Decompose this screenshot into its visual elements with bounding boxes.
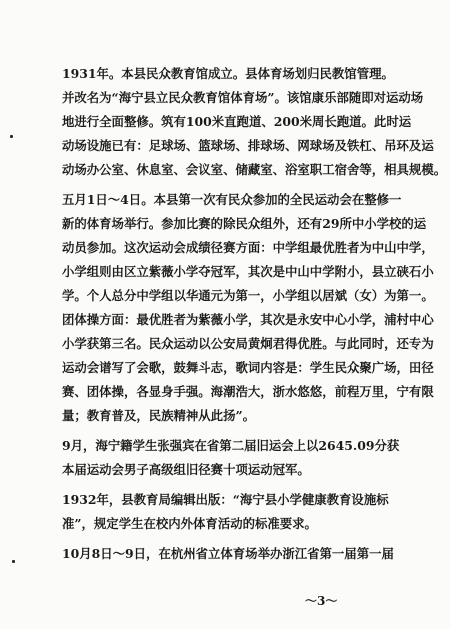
document-body [62,62,447,566]
text-line: 赛、团体操，各显身手强。海潮浩大，浙水悠悠，前程万里，宁有限 [62,384,434,399]
page-number: ～3～ [305,594,338,608]
text-line: 1931年。本县民众教育馆成立。县体育场划归民教馆管理。 [62,66,394,81]
text-line: 五月1日～4日。本县第一次有民众参加的全民运动会在整修一 [62,192,402,207]
scan-mark [12,560,15,563]
text-line: 准”，规定学生在校内外体育活动的标准要求。 [62,516,317,531]
text-line: 地进行全面整修。筑有100米直跑道、200米周长跑道。此时运 [62,114,412,129]
text-line: 团体操方面：最优胜者为紫薇小学，其次是永安中心小学，浦村中心 [62,312,434,327]
text-line: 10月8日～9日，在杭州省立体育场举办浙江省第一届第一届 [62,546,394,561]
text-line: 动场设施已有：足球场、篮球场、排球场、网球场及铁杠、吊环及运 [62,138,434,153]
scan-mark [10,135,13,138]
paragraph [62,434,402,482]
text-line: 量；教育普及，民族精神从此扬”。 [62,408,255,423]
text-line: 运动会谱写了会歌，鼓舞斗志，歌词内容是：学生民众聚广场，田径 [62,360,434,375]
paragraph [62,488,402,536]
text-line: 动场办公室、休息室、会议室、储藏室、浴室职工宿舍等，相具规模。 [62,162,447,177]
text-line: 小学组则由区立紫薇小学夺冠军，其次是中山中学附小，县立硖石小 [62,264,434,279]
text-line: 并改名为“海宁县立民众教育馆体育场”。该馆康乐部随即对运动场 [62,90,424,105]
paragraph [62,188,434,428]
paragraph [62,542,402,566]
text-line: 动员参加。这次运动会成绩径赛方面：中学组最优胜者为中山中学， [62,240,434,255]
text-line: 9月，海宁籍学生张强宾在省第二届旧运会上以2645.09分获 [62,438,400,453]
paragraph [62,62,447,182]
text-line: 新的体育场举行。参加比赛的除民众组外，还有29所中小学校的运 [62,216,427,231]
text-line: 本届运动会男子高级组旧径赛十项运动冠军。 [62,462,310,477]
text-line: 小学获第三名。民众运动以公安局黄炯君得优胜。与此同时，还专为 [62,336,434,351]
text-line: 1932年，县教育局编辑出版：“海宁县小学健康教育设施标 [62,492,389,507]
text-line: 学。个人总分中学组以华通元为第一，小学组以居斌（女）为第一。 [62,288,434,303]
